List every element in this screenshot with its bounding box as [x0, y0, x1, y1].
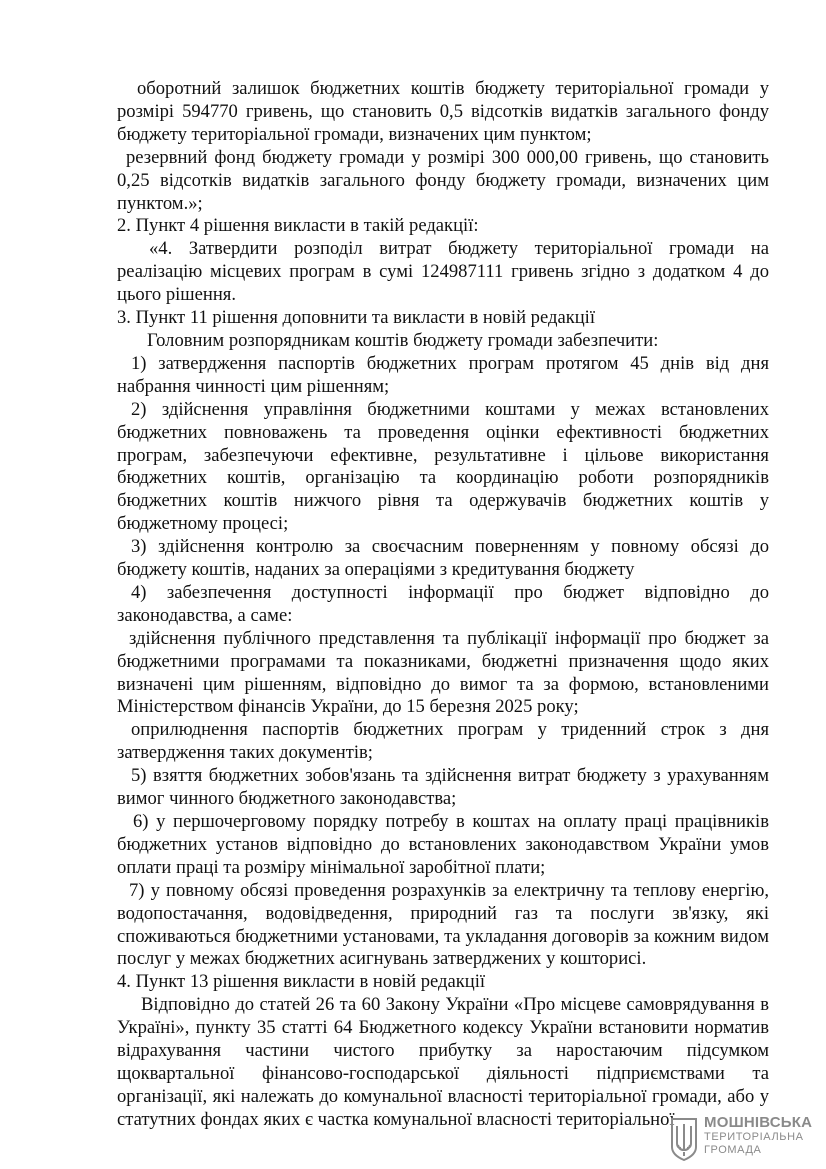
paragraph-subitem-2: 2) здійснення управління бюджетними коштами у межах встановлених бюджетних повноважень та проведення оцінки ефективності бюджетних програм, забезпечуючи ефективне, результативне і цільове використання бюджетних коштів, організацію та координацію роботи розпорядників бюджетних коштів нижчого рівня та одержувачів бюджетних коштів у бюджетному процесі;: [117, 398, 769, 535]
paragraph-subitem-5: 5) взяття бюджетних зобов'язань та здійснення витрат бюджету з урахуванням вимог чинного бюджетного законодавства;: [117, 765, 769, 810]
paragraph-subitem-6: 6) у першочерговому порядку потребу в коштах на оплату праці працівників бюджетних установ відповідно до встановлених законодавством України умов оплати праці та розміру мінімальної заробітної плати;: [117, 811, 769, 878]
logo-wordmark: [704, 1115, 812, 1158]
paragraph-item-3: 3. Пункт 11 рішення доповнити та викласти в новій редакції: [117, 307, 596, 329]
paragraph-subitem-7: 7) у повному обсязі проведення розрахунків за електричну та теплову енергію, водопостачання, водовідведення, природний газ та послуги зв'язку, які споживаються бюджетними установами, та укладання договорів за кожним видом послуг у межах бюджетних асигнувань затверджених у кошторисі.: [117, 879, 769, 970]
paragraph-item-4-text: Відповідно до статей 26 та 60 Закону України «Про місцеве самоврядування в Україні», пункту 35 статті 64 Бюджетного кодексу України встановити норматив відрахування частини чистого прибутку за наростаючим підсумком щоквартальної фінансово-господарської діяльності підприємствами та організації, які належать до комунальної власності територіальної громади, або у статутних фондах яких є частка комунальної власності територіальної: [117, 994, 769, 1130]
logo-line-1: МОШНІВСЬКА: [704, 1114, 813, 1131]
trident-coat-of-arms-icon: [670, 1117, 698, 1161]
logo-line-3: ГРОМАДА: [704, 1144, 762, 1156]
paragraph-subitem-1: 1) затвердження паспортів бюджетних програм протягом 45 днів від дня набрання чинності цим рішенням;: [117, 352, 769, 397]
paragraph-subitem-4b: оприлюднення паспортів бюджетних програм у триденний строк з дня затвердження таких документів;: [117, 719, 769, 764]
paragraph-subitem-4: 4) забезпечення доступності інформації про бюджет відповідно до законодавства, а саме:: [117, 581, 769, 626]
paragraph-subitem-4a: здійснення публічного представлення та публікації інформації про бюджет за бюджетними програмами та показниками, бюджетні призначення щодо яких визначені цим рішенням, відповідно до вимог та за формою, встановленими Міністерством фінансів України, до 15 березня 2025 року;: [117, 627, 769, 718]
logo-line-2: ТЕРИТОРІАЛЬНА: [704, 1131, 804, 1143]
paragraph-reserve-balance: оборотний залишок бюджетних коштів бюджету територіальної громади у розмірі 594770 гривень, що становить 0,5 відсотків видатків загального фонду бюджету територіальної громади, визначених цим пунктом;: [117, 78, 769, 145]
paragraph-subitem-3: 3) здійснення контролю за своєчасним поверненням у повному обсязі до бюджету коштів, наданих за операціями з кредитування бюджету: [117, 536, 769, 581]
paragraph-item-2-text: «4. Затвердити розподіл витрат бюджету територіальної громади на реалізацію місцевих програм в сумі 124987111 гривень згідно з додатком 4 до цього рішення.: [117, 238, 769, 306]
community-logo: [670, 1115, 820, 1163]
paragraph-reserve-fund: резервний фонд бюджету громади у розмірі 300 000,00 гривень, що становить 0,25 відсотків видатків загального фонду бюджету громади, визначених цим пунктом.»;: [117, 146, 769, 214]
paragraph-item-4: 4. Пункт 13 рішення викласти в новій редакції: [117, 971, 486, 993]
paragraph-item-3-intro: Головним розпорядникам коштів бюджету громади забезпечити:: [147, 329, 659, 351]
document-body: [117, 78, 769, 1132]
paragraph-item-2: 2. Пункт 4 рішення викласти в такій редакції:: [117, 215, 479, 237]
